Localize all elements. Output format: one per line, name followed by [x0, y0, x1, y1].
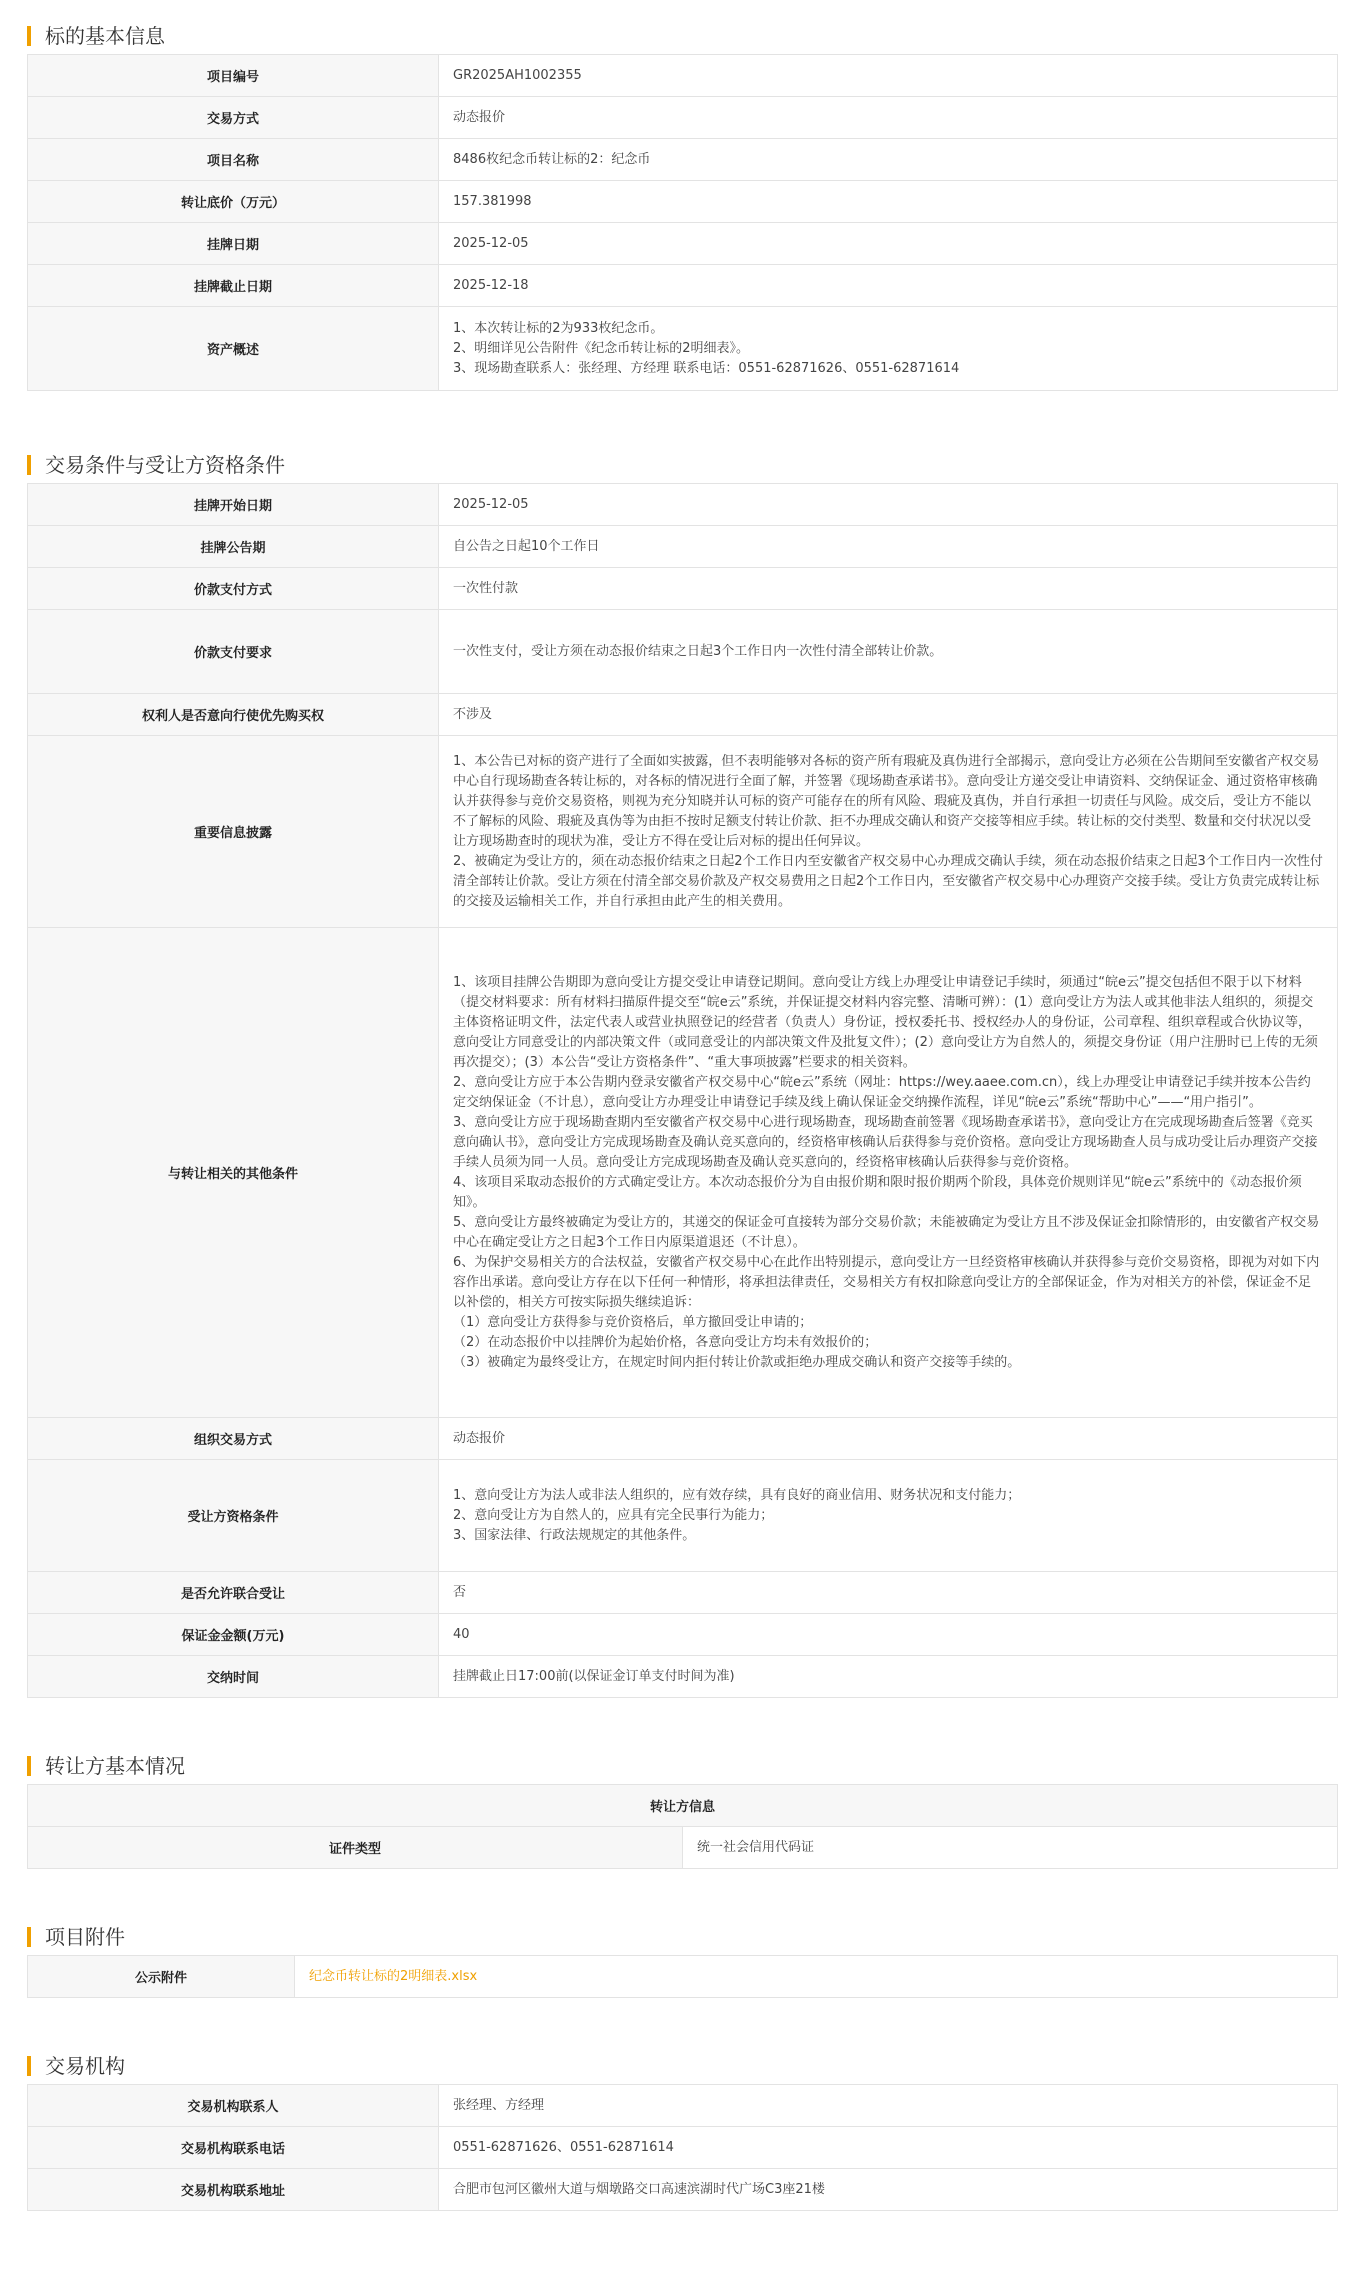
- row-value: 2025-12-05: [439, 484, 1338, 526]
- row-value: 2025-12-18: [439, 265, 1338, 307]
- table-row: [28, 2127, 1338, 2169]
- table-row: [28, 1572, 1338, 1614]
- row-value: 1、本次转让标的2为933枚纪念币。 2、明细详见公告附件《纪念币转让标的2明细表》。 3、现场勘查联系人：张经理、方经理 联系电话：0551-62871626、0551-62871614: [439, 307, 1338, 391]
- table-row: [28, 1956, 1338, 1998]
- table-row: [28, 484, 1338, 526]
- section-title-conditions: 交易条件与受让方资格条件: [27, 447, 1360, 483]
- attachment-cell: [295, 1956, 1338, 1998]
- table-row: [28, 265, 1338, 307]
- row-label: 项目名称: [28, 139, 439, 181]
- row-value: 张经理、方经理: [439, 2085, 1338, 2127]
- row-value: 自公告之日起10个工作日: [439, 526, 1338, 568]
- table-row: [28, 55, 1338, 97]
- row-value: 动态报价: [439, 97, 1338, 139]
- row-value: 动态报价: [439, 1418, 1338, 1460]
- table-row: [28, 928, 1338, 1418]
- row-label: 受让方资格条件: [28, 1460, 439, 1572]
- row-value: 否: [439, 1572, 1338, 1614]
- table-row: [28, 2169, 1338, 2211]
- row-label: 交易机构联系电话: [28, 2127, 439, 2169]
- agency-table: [27, 2084, 1338, 2211]
- transferor-info-header: 转让方信息: [28, 1785, 1338, 1827]
- row-label: 证件类型: [28, 1827, 683, 1869]
- table-row: [28, 1656, 1338, 1698]
- row-label: 价款支付方式: [28, 568, 439, 610]
- row-label: 保证金金额(万元): [28, 1614, 439, 1656]
- row-label: 挂牌截止日期: [28, 265, 439, 307]
- row-label: 交易方式: [28, 97, 439, 139]
- attachments-table: [27, 1955, 1338, 1998]
- row-label: 重要信息披露: [28, 736, 439, 928]
- attachment-file-link[interactable]: 纪念币转让标的2明细表.xlsx: [309, 1968, 478, 1984]
- row-value: 1、该项目挂牌公告期即为意向受让方提交受让申请登记期间。意向受让方线上办理受让申请登记手续时，须通过“皖e云”提交包括但不限于以下材料（提交材料要求：所有材料扫描原件提交至“皖e云”系统，并保证提交材料内容完整、清晰可辨）：(1）意向受让方为法人或其他非法人组织的，须提交主体资格证明文件，法定代表人或营业执照登记的经营者（负责人）身份证，授权委托书、授权经办人的身份证，公司章程、组织章程或合伙协议等，意向受让方同意受让的内部决策文件（或同意受让的内部决策文件及批复文件）；(2）意向受让方为自然人的，须提交身份证（用户注册时已上传的无须再次提交）；(3）本公告“受让方资格条件”、“重大事项披露”栏要求的相关资料。 2、意向受让方应于本公告期内登录安徽省产权交易中心“皖e云”系统（网址：https://wey.aaee.com.cn），线上办理受让申请登记手续并按本公告约定交纳保证金（不计息），意向受让方办理受让申请登记手续及线上确认保证金交纳操作流程，详见“皖e云”系统“帮助中心”——“用户指引”。 3、意向受让方应于现场勘查期内至安徽省产权交易中心进行现场勘查，现场勘查前签署《现场勘查承诺书》，意向受让方在完成现场勘查后签署《竞买意向确认书》，意向受让方完成现场勘查及确认竞买意向的，经资格审核确认后获得参与竞价资格。意向受让方现场勘查人员与成功受让后办理资产交接手续人员须为同一人员。意向受让方完成现场勘查及确认竞买意向的，经资格审核确认后获得参与竞价资格。 4、该项目采取动态报价的方式确定受让方。本次动态报价分为自由报价期和限时报价期两个阶段，具体竞价规则详见“皖e云”系统中的《动态报价须知》。 5、意向受让方最终被确定为受让方的，其递交的保证金可直接转为部分交易价款；未能被确定为受让方且不涉及保证金扣除情形的，由安徽省产权交易中心在确定受让方之日起3个工作日内原渠道退还（不计息）。 6、为保护交易相关方的合法权益，安徽省产权交易中心在此作出特别提示，意向受让方一旦经资格审核确认并获得参与竞价交易资格，即视为对如下内容作出承诺。意向受让方存在以下任何一种情形，将承担法律责任，交易相关方有权扣除意向受让方的全部保证金，作为对相关方的补偿，保证金不足以补偿的，相关方可按实际损失继续追诉： （1）意向受让方获得参与竞价资格后，单方撤回受让申请的； （2）在动态报价中以挂牌价为起始价格，各意向受让方均未有效报价的； （3）被确定为最终受让方，在规定时间内拒付转让价款或拒绝办理成交确认和资产交接等手续的。: [439, 928, 1338, 1418]
- row-value: 2025-12-05: [439, 223, 1338, 265]
- row-value: 一次性付款: [439, 568, 1338, 610]
- row-value: 0551-62871626、0551-62871614: [439, 2127, 1338, 2169]
- attachment-label: 公示附件: [28, 1956, 295, 1998]
- row-value: 8486枚纪念币转让标的2：纪念币: [439, 139, 1338, 181]
- row-value: 1、本公告已对标的资产进行了全面如实披露，但不表明能够对各标的资产所有瑕疵及真伪进行全部揭示，意向受让方必须在公告期间至安徽省产权交易中心自行现场勘查各转让标的，对各标的情况进行全面了解，并签署《现场勘查承诺书》。意向受让方递交受让申请资料、交纳保证金、通过资格审核确认并获得参与竞价交易资格，则视为充分知晓并认可标的资产可能存在的所有风险、瑕疵及真伪，并自行承担一切责任与风险。成交后，受让方不能以不了解标的风险、瑕疵及真伪等为由拒不按时足额支付转让价款、拒不办理成交确认和资产交接等相应手续。转让标的交付类型、数量和交付状况以受让方现场勘查时的现状为准，受让方不得在受让后对标的提出任何异议。 2、被确定为受让方的，须在动态报价结束之日起2个工作日内至安徽省产权交易中心办理成交确认手续，须在动态报价结束之日起3个工作日内一次性付清全部转让价款。受让方须在付清全部交易价款及产权交易费用之日起2个工作日内，至安徽省产权交易中心办理资产交接手续。受让方负责完成转让标的交接及运输相关工作，并自行承担由此产生的相关费用。: [439, 736, 1338, 928]
- row-label: 挂牌日期: [28, 223, 439, 265]
- transferor-table: [27, 1784, 1338, 1869]
- row-label: 组织交易方式: [28, 1418, 439, 1460]
- section-title-basic: 标的基本信息: [27, 18, 1360, 54]
- table-row: [28, 139, 1338, 181]
- table-row: [28, 694, 1338, 736]
- table-row: [28, 736, 1338, 928]
- row-label: 资产概述: [28, 307, 439, 391]
- row-value: 挂牌截止日17:00前(以保证金订单支付时间为准): [439, 1656, 1338, 1698]
- row-label: 挂牌公告期: [28, 526, 439, 568]
- section-title-transferor: 转让方基本情况: [27, 1748, 1360, 1784]
- table-row: [28, 1827, 1338, 1869]
- row-label: 转让底价（万元）: [28, 181, 439, 223]
- table-row: [28, 2085, 1338, 2127]
- row-value: 157.381998: [439, 181, 1338, 223]
- row-value: 合肥市包河区徽州大道与烟墩路交口高速滨湖时代广场C3座21楼: [439, 2169, 1338, 2211]
- table-row: [28, 610, 1338, 694]
- basic-info-table: [27, 54, 1338, 391]
- row-value: 40: [439, 1614, 1338, 1656]
- section-title-attachments: 项目附件: [27, 1919, 1360, 1955]
- table-row: [28, 223, 1338, 265]
- row-value: 1、意向受让方为法人或非法人组织的，应有效存续，具有良好的商业信用、财务状况和支付能力； 2、意向受让方为自然人的，应具有完全民事行为能力； 3、国家法律、行政法规规定的其他条件。: [439, 1460, 1338, 1572]
- row-label: 项目编号: [28, 55, 439, 97]
- row-label: 挂牌开始日期: [28, 484, 439, 526]
- row-label: 交易机构联系地址: [28, 2169, 439, 2211]
- section-title-agency: 交易机构: [27, 2048, 1360, 2084]
- row-label: 交纳时间: [28, 1656, 439, 1698]
- table-row: [28, 97, 1338, 139]
- table-row: [28, 1614, 1338, 1656]
- conditions-table: [27, 483, 1338, 1698]
- table-row: [28, 1418, 1338, 1460]
- table-row: [28, 1460, 1338, 1572]
- table-row: [28, 181, 1338, 223]
- table-row: [28, 307, 1338, 391]
- row-label: 价款支付要求: [28, 610, 439, 694]
- row-label: 是否允许联合受让: [28, 1572, 439, 1614]
- row-label: 权利人是否意向行使优先购买权: [28, 694, 439, 736]
- row-label: 交易机构联系人: [28, 2085, 439, 2127]
- row-value: 统一社会信用代码证: [683, 1827, 1338, 1869]
- table-row: [28, 1785, 1338, 1827]
- row-value: 不涉及: [439, 694, 1338, 736]
- table-row: [28, 526, 1338, 568]
- row-value: GR2025AH1002355: [439, 55, 1338, 97]
- row-value: 一次性支付，受让方须在动态报价结束之日起3个工作日内一次性付清全部转让价款。: [439, 610, 1338, 694]
- row-label: 与转让相关的其他条件: [28, 928, 439, 1418]
- table-row: [28, 568, 1338, 610]
